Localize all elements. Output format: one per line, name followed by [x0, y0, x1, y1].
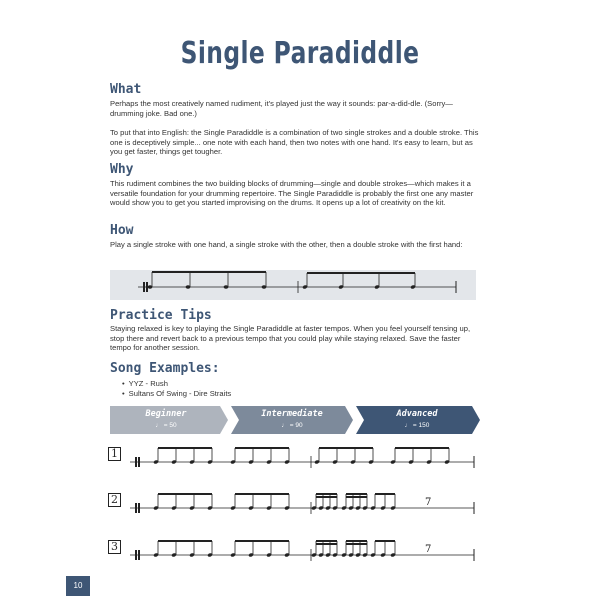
tempo-label: Beginner — [145, 409, 187, 419]
tempo-bpm: ♩ = 150 — [404, 422, 430, 429]
exercise-number: 3 — [108, 540, 121, 554]
list-item: • Sultans Of Swing - Dire Straits — [122, 389, 231, 399]
why-heading: Why — [110, 162, 134, 177]
what-paragraph-2: To put that into English: the Single Paradiddle is a combination of two single strokes and a double stroke. This one is deceptively simple... one note with each hand, then two notes with one hand. It's easy to learn, but as you get faster, things get tougher. — [110, 128, 479, 157]
tempo-bpm: ♩ = 50 — [155, 422, 177, 429]
exercise-number: 2 — [108, 493, 121, 507]
page-number: 10 — [66, 576, 90, 596]
what-paragraph-1: Perhaps the most creatively named rudiment, it's played just the way it sounds: par-a-did-dle. (Sorry—drumming joke. Bad one.) — [110, 99, 453, 118]
tempo-bpm: ♩ = 90 — [281, 422, 303, 429]
practice-tips-heading: Practice Tips — [110, 308, 212, 323]
tempo-label: Advanced — [396, 409, 438, 419]
tempo-label: Intermediate — [261, 409, 323, 419]
how-paragraph: Play a single stroke with one hand, a single stroke with the other, then a double stroke with the first hand: — [110, 240, 463, 249]
rest-symbol: 7 — [425, 544, 432, 555]
what-heading: What — [110, 82, 142, 97]
rest-symbol: 7 — [425, 497, 432, 508]
list-item: • YYZ - Rush — [122, 379, 231, 389]
page-title: Single Paradiddle — [180, 36, 420, 71]
practice-tips-paragraph: Staying relaxed is key to playing the Single Paradiddle at faster tempos. When you feel yourself tensing up, stop there and revert back to a previous tempo that you could play while staying relaxed. Save the faster tempo for another session. — [110, 324, 471, 353]
song-examples-heading: Song Examples: — [110, 361, 220, 376]
why-paragraph: This rudiment combines the two building blocks of drumming—single and double strokes—which makes it a versatile foundation for your drumming repertoire. The Single Paradiddle is probably the first one any master would show you to get you started improvising on the drums. It opens up a lot of creativity on the kit. — [110, 179, 474, 208]
how-heading: How — [110, 223, 134, 238]
exercise-number: 1 — [108, 447, 121, 461]
